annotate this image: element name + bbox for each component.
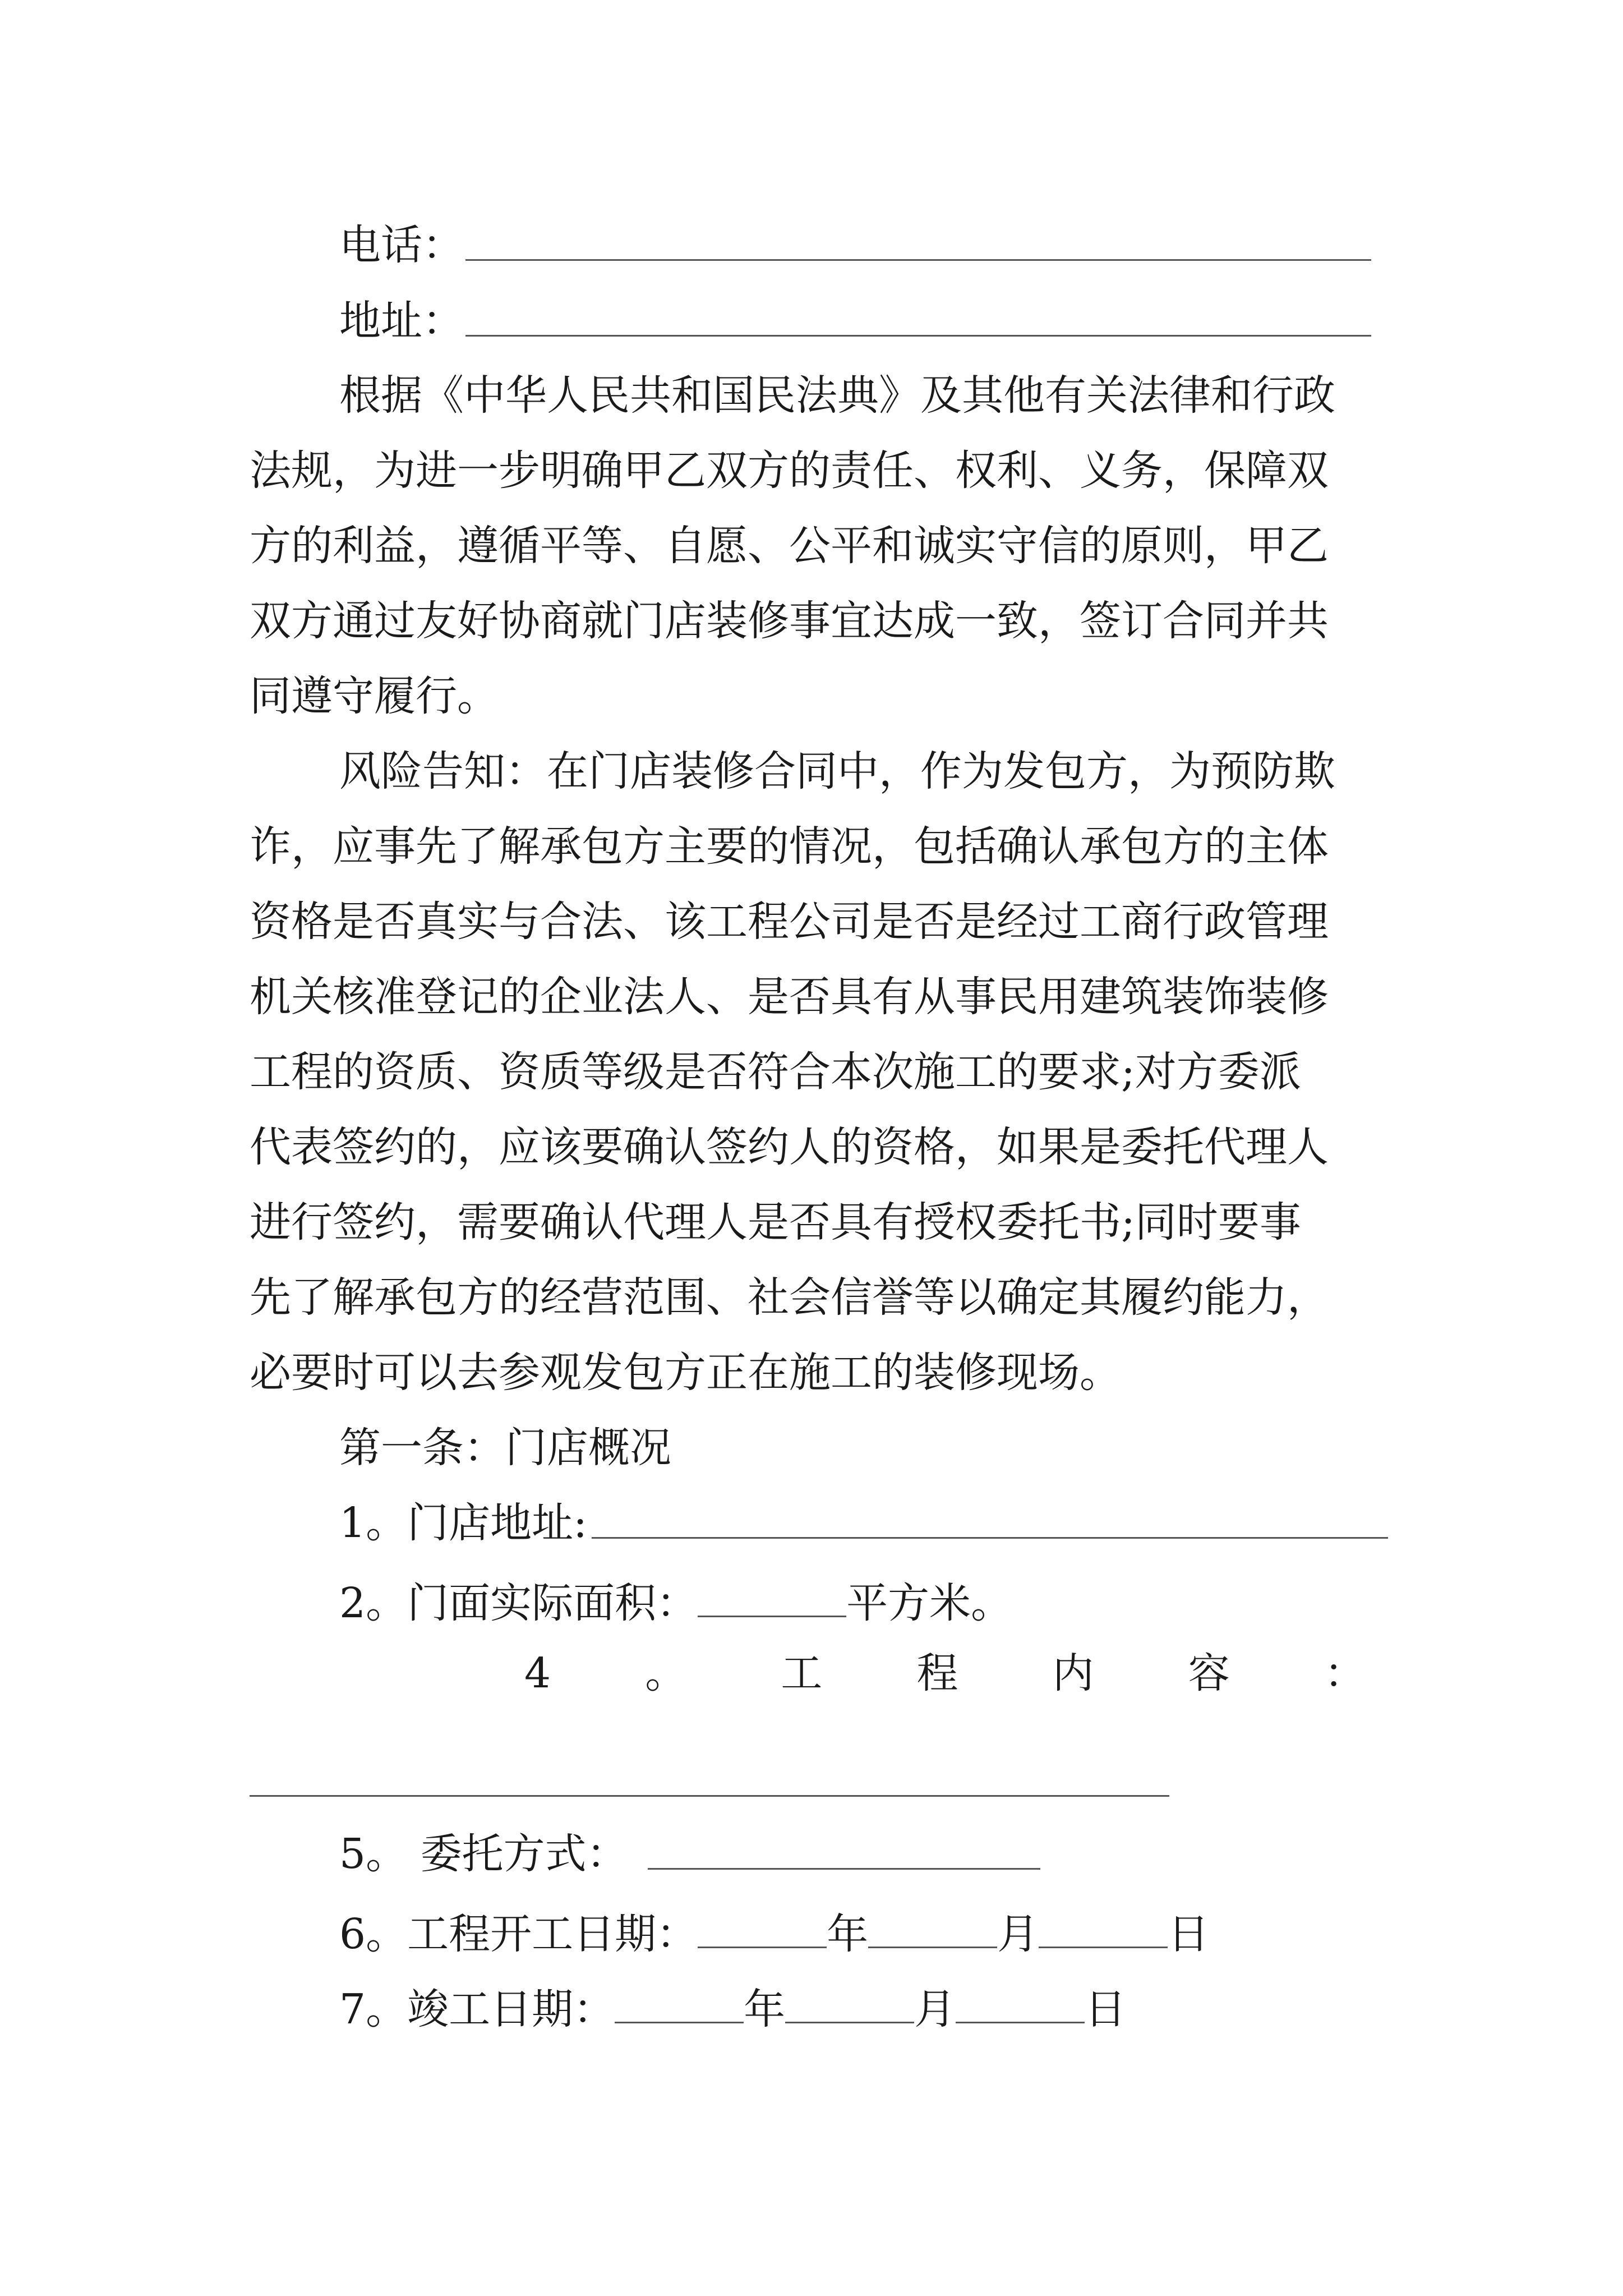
item-store-address — [339, 1499, 588, 1547]
end-year-blank[interactable] — [615, 1984, 744, 2023]
item-completion-date — [339, 1984, 1127, 2033]
address-label: 地址： — [339, 297, 464, 345]
risk-line: 先了解承包方的经营范围、社会信誉等以确定其履约能力， — [250, 1273, 1329, 1322]
item4-char: 内 — [1052, 1649, 1094, 1697]
item4-char: 程 — [916, 1649, 958, 1697]
start-month-blank[interactable] — [868, 1908, 997, 1948]
risk-line: 资格是否真实与合法、该工程公司是否是经过工商行政管理 — [250, 898, 1329, 946]
address-blank[interactable] — [465, 335, 1371, 337]
risk-line: 必要时可以去参观发包方正在施工的装修现场。 — [250, 1349, 1121, 1397]
item4-char: 容 — [1188, 1649, 1230, 1697]
end-day-blank[interactable] — [956, 1984, 1085, 2023]
month-label: 月 — [997, 1910, 1039, 1958]
address-field — [339, 297, 464, 345]
month-label: 月 — [914, 1985, 956, 2033]
day-label: 日 — [1168, 1910, 1210, 1958]
store-address-label: 1。门店地址: — [339, 1499, 588, 1547]
start-day-blank[interactable] — [1039, 1908, 1168, 1948]
item-project-content — [524, 1649, 1366, 1697]
area-label: 2。门面实际面积： — [339, 1579, 698, 1627]
area-blank[interactable] — [698, 1577, 846, 1617]
risk-line: 风险告知：在门店装修合同中，作为发包方，为预防欺 — [339, 747, 1335, 795]
entrust-method-label: 5。 委托方式： — [339, 1830, 628, 1878]
item4-char: 。 — [645, 1649, 687, 1697]
article-title: 第一条：门店概况 — [339, 1424, 671, 1472]
item-area — [339, 1577, 1013, 1627]
intro-line: 法规，为进一步明确甲乙双方的责任、权利、义务，保障双 — [250, 447, 1329, 495]
store-address-blank[interactable] — [592, 1537, 1388, 1539]
risk-line: 进行签约，需要确认代理人是否具有授权委托书;同时要事 — [250, 1198, 1301, 1246]
start-date-label: 6。工程开工日期： — [339, 1910, 698, 1958]
risk-line: 工程的资质、资质等级是否符合本次施工的要求;对方委派 — [250, 1048, 1301, 1096]
entrust-method-blank[interactable] — [648, 1868, 1040, 1870]
item-start-date — [339, 1908, 1210, 1958]
risk-line: 代表签约的，应该要确认签约人的资格，如果是委托代理人 — [250, 1123, 1329, 1171]
item4-char: 4 — [524, 1649, 551, 1697]
intro-line: 同遵守履行。 — [250, 672, 499, 720]
item4-char: ： — [1324, 1649, 1366, 1697]
year-label: 年 — [827, 1910, 869, 1958]
item4-char: 工 — [781, 1649, 823, 1697]
project-content-blank[interactable] — [250, 1795, 1169, 1797]
area-unit: 平方米。 — [846, 1579, 1013, 1627]
phone-label: 电话： — [339, 221, 464, 269]
risk-line: 机关核准登记的企业法人、是否具有从事民用建筑装饰装修 — [250, 973, 1329, 1021]
intro-line: 根据《中华人民共和国民法典》及其他有关法律和行政 — [339, 371, 1335, 420]
risk-line: 诈，应事先了解承包方主要的情况，包括确认承包方的主体 — [250, 822, 1329, 871]
day-label: 日 — [1085, 1985, 1127, 2033]
start-year-blank[interactable] — [698, 1908, 827, 1948]
phone-blank[interactable] — [465, 259, 1371, 261]
intro-line: 方的利益，遵循平等、自愿、公平和诚实守信的原则，甲乙 — [250, 522, 1329, 570]
completion-date-label: 7。竣工日期： — [339, 1985, 615, 2033]
year-label: 年 — [744, 1985, 786, 2033]
item-entrust-method — [339, 1830, 628, 1878]
end-month-blank[interactable] — [785, 1984, 914, 2023]
intro-line: 双方通过友好协商就门店装修事宜达成一致，签订合同并共 — [250, 597, 1329, 645]
phone-field — [339, 221, 464, 269]
